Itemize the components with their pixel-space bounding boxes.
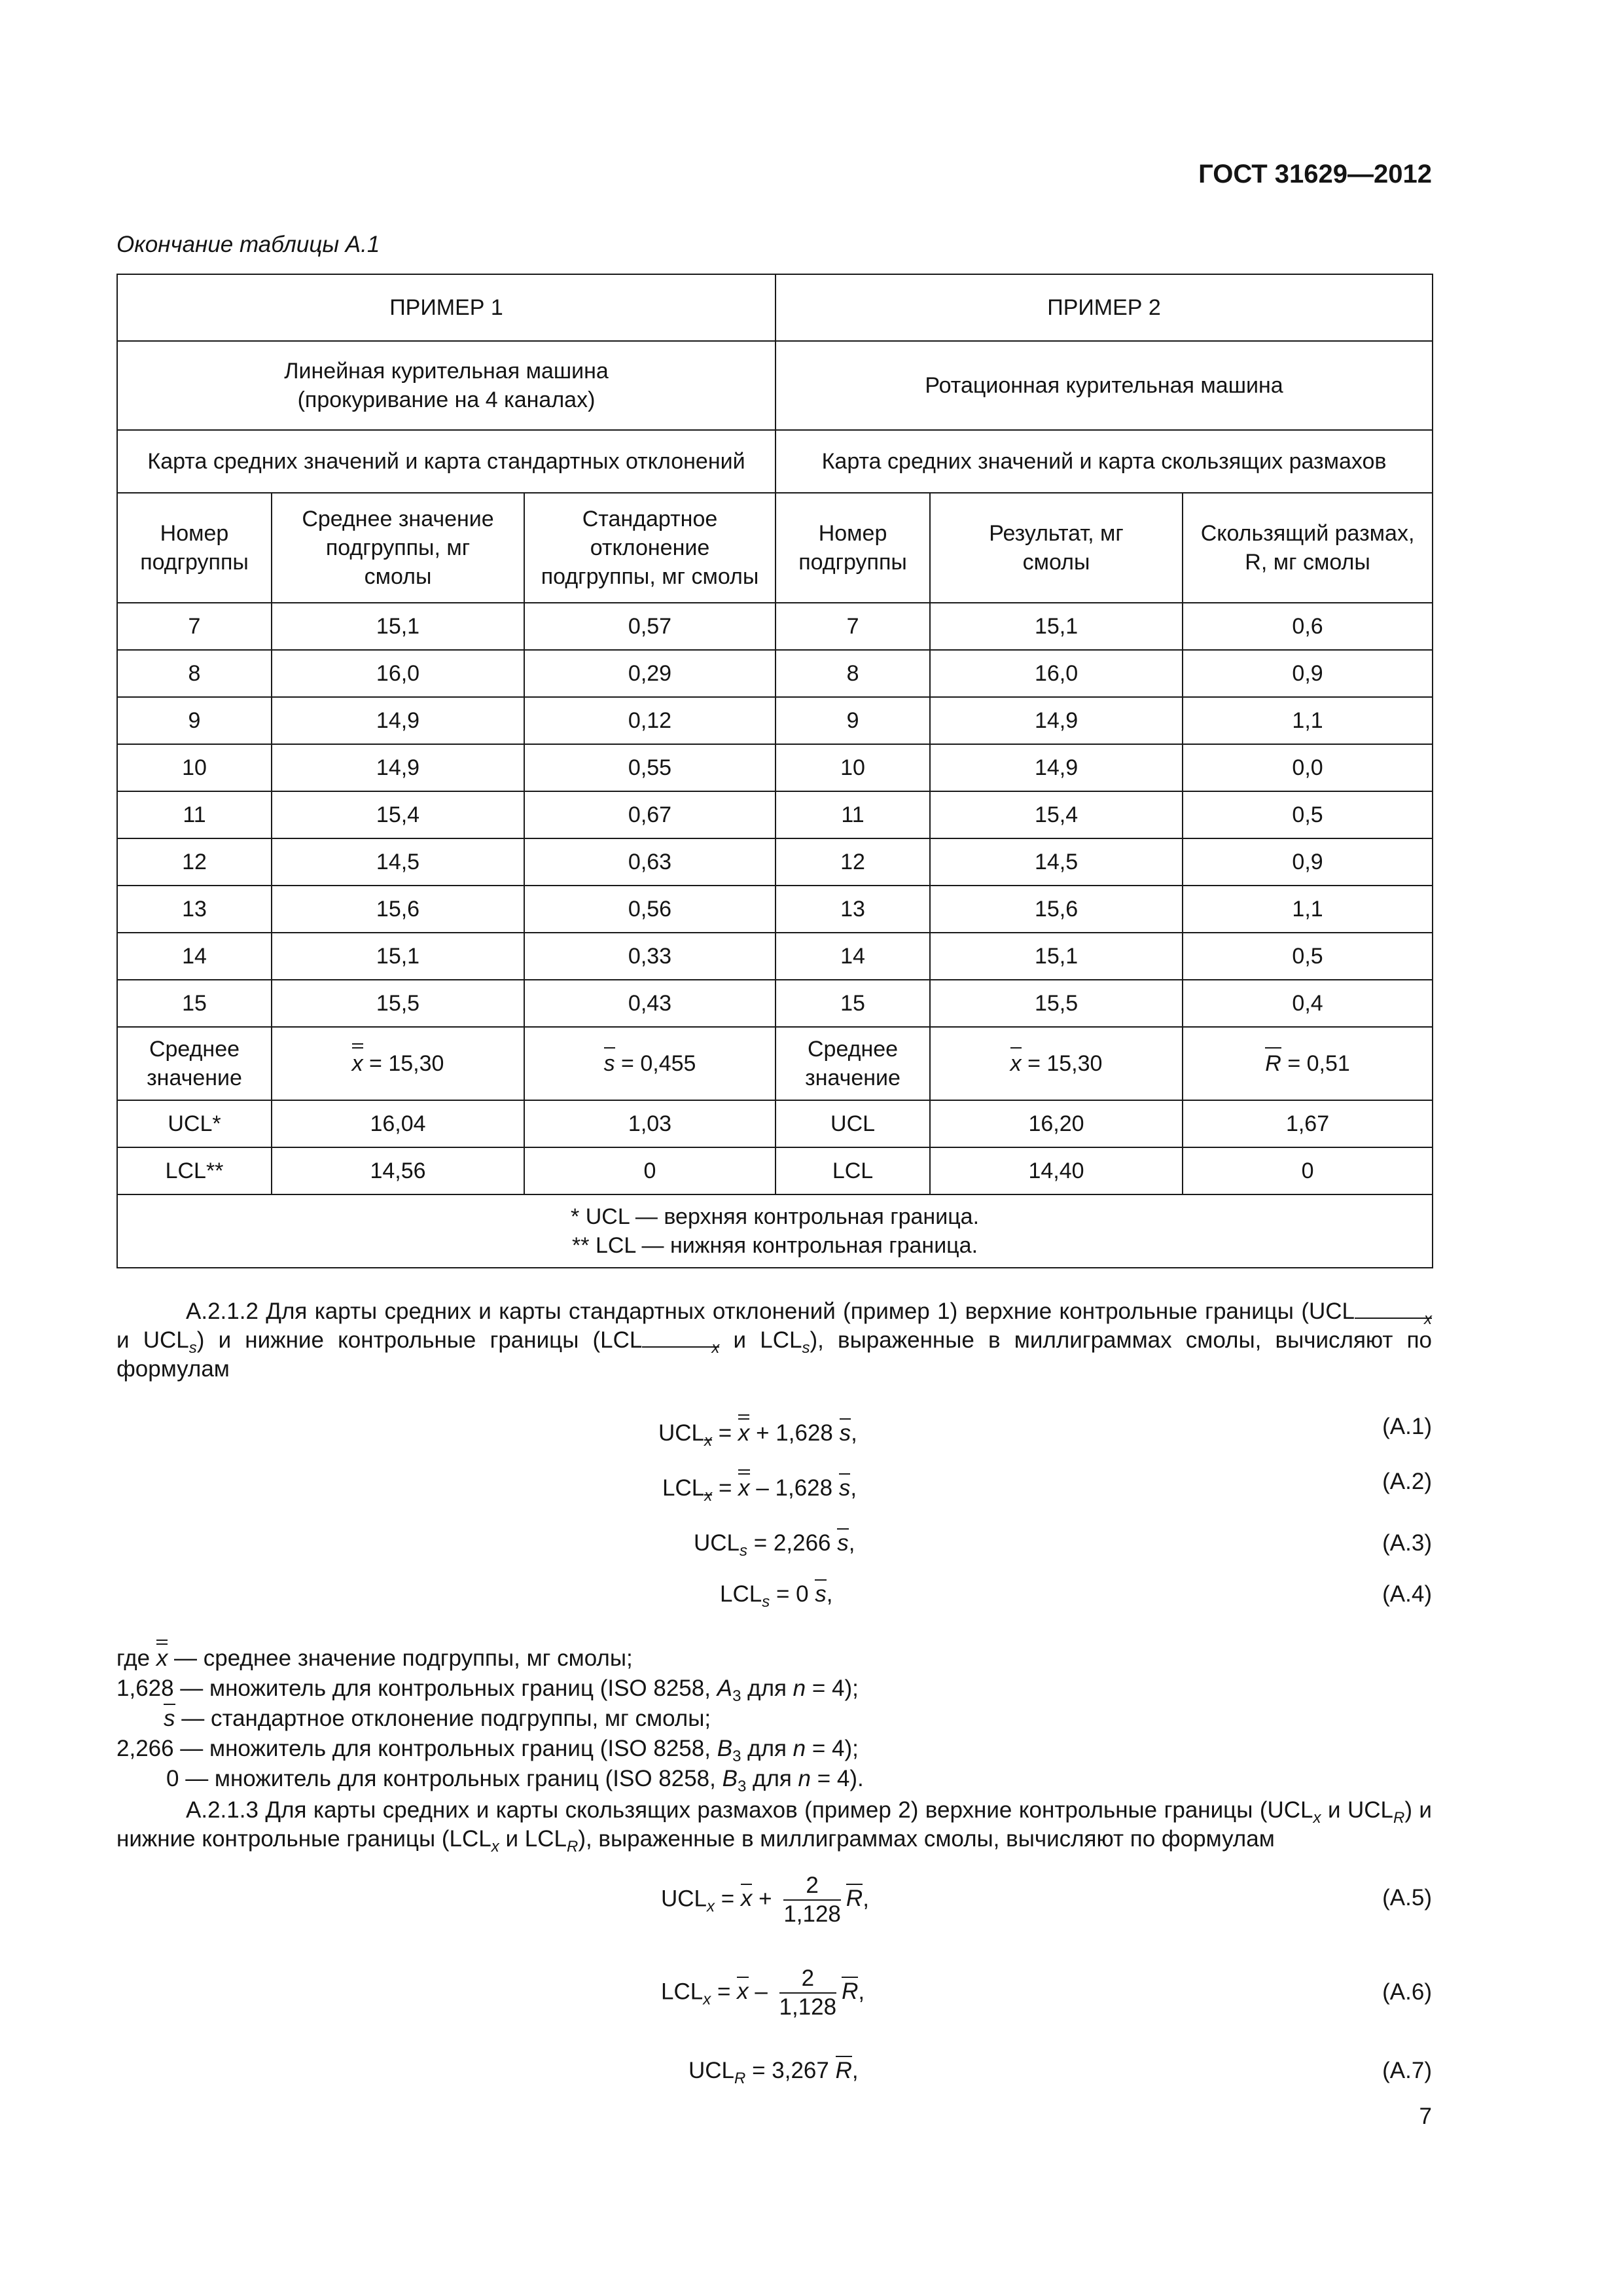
table-cell: 15,6 (272, 886, 524, 933)
table-cell: 0,55 (524, 744, 776, 791)
column-header: Стандартное отклонение подгруппы, мг смолы (524, 493, 776, 603)
ucl-row (117, 1100, 1433, 1147)
table-cell: 10 (117, 744, 272, 791)
table-cell: 1,03 (524, 1100, 776, 1147)
table-cell: 16,04 (272, 1100, 524, 1147)
table-cell: 9 (776, 697, 930, 744)
column-header: Скользящий размах, R, мг смолы (1183, 493, 1433, 603)
column-header: Номер подгруппы (117, 493, 272, 603)
formula-number: (А.6) (1382, 1979, 1432, 2005)
column-header: Номер подгруппы (776, 493, 930, 603)
table-cell: 16,0 (272, 650, 524, 697)
control-limits-table (116, 274, 1433, 1268)
column-header-row (117, 493, 1433, 603)
formula-a6: $LCL_x = x$ – $\frac{2}{1,128}$ R, (661, 1965, 865, 2020)
table-cell: 0,67 (524, 791, 776, 838)
table-cell: 0,5 (1183, 791, 1433, 838)
table-cell: 11 (776, 791, 930, 838)
notes-row (117, 1194, 1433, 1268)
mean-value: x = 15,30 (930, 1027, 1183, 1100)
table-cell: 15,1 (272, 933, 524, 980)
table-cell: 15,1 (930, 933, 1183, 980)
formula-number: (А.3) (1382, 1530, 1432, 1556)
table-cell: 15,5 (272, 980, 524, 1027)
formula-a2: $LCL_x = x - 1,628$ s, (662, 1475, 857, 1505)
table-row (117, 650, 1433, 697)
table-cell: LCL** (117, 1147, 272, 1194)
table-cell: 0,9 (1183, 650, 1433, 697)
formula-number: (А.7) (1382, 2058, 1432, 2083)
table-cell: 0,57 (524, 603, 776, 650)
chart2-label: Карта средних значений и карта скользящих размахов (776, 430, 1433, 493)
formula-a1: $UCL_x = x + 1,628$ s, (658, 1420, 857, 1450)
where-line: 0 — множитель для контрольных границ (ISO 8258, $B_3$ для n = 4). (166, 1766, 864, 1795)
where-line: где x — среднее значение подгруппы, мг смолы; (116, 1645, 633, 1671)
footnote-ucl: * UCL — верхняя контрольная граница. (571, 1204, 980, 1229)
paragraph-a213: А.2.1.3 Для карты средних и карты скользящих размахов (пример 2) верхние контрольные границы ($UCL_x$ и $UCL_R$) и нижние контрольные границы ($LCL_x$ и $LCL_R$), выраженные в миллиграммах смолы, вычисляют по формулам (116, 1797, 1432, 1856)
table-cell: 15 (776, 980, 930, 1027)
table-cell: 13 (776, 886, 930, 933)
table-cell: 14,40 (930, 1147, 1183, 1194)
formula-number: (А.1) (1382, 1414, 1432, 1439)
data-rows (117, 603, 1433, 1027)
table-cell: 14,5 (272, 838, 524, 886)
table-cell: 14,5 (930, 838, 1183, 886)
table-cell: 15 (117, 980, 272, 1027)
table-cell: 8 (776, 650, 930, 697)
table-cell: 11 (117, 791, 272, 838)
document-id: ГОСТ 31629—2012 (1198, 160, 1432, 188)
table-cell: 10 (776, 744, 930, 791)
table-cell: 0,43 (524, 980, 776, 1027)
table-cell: 8 (117, 650, 272, 697)
mean-value: x = 15,30 (272, 1027, 524, 1100)
table-cell: 0,9 (1183, 838, 1433, 886)
table-cell: 14,56 (272, 1147, 524, 1194)
table-row (117, 341, 1433, 430)
formula-a4: $LCL_s = 0$ s, (720, 1581, 833, 1611)
table-row (117, 886, 1433, 933)
table-cell: 16,0 (930, 650, 1183, 697)
table-cell: 12 (117, 838, 272, 886)
table-row (117, 838, 1433, 886)
table-cell: 14 (117, 933, 272, 980)
chart1-label: Карта средних значений и карта стандартных отклонений (117, 430, 776, 493)
where-line: 2,266 — множитель для контрольных границ (ISO 8258, $B_3$ для n = 4); (116, 1736, 859, 1765)
machine1-label: Линейная курительная машина (прокуривание на 4 каналах) (117, 341, 776, 430)
table-cell: 9 (117, 697, 272, 744)
table-cell: UCL* (117, 1100, 272, 1147)
table-cell: 13 (117, 886, 272, 933)
table-cell: 12 (776, 838, 930, 886)
mean-value: R = 0,51 (1183, 1027, 1433, 1100)
where-line: s — стандартное отклонение подгруппы, мг смолы; (164, 1706, 711, 1731)
column-header: Среднее значение подгруппы, мг смолы (272, 493, 524, 603)
fraction: $\frac{2}{1,128}$ (783, 1873, 841, 1927)
table-cell: 0 (524, 1147, 776, 1194)
table-cell: 0,12 (524, 697, 776, 744)
table-cell: 15,1 (930, 603, 1183, 650)
table-cell: 1,1 (1183, 697, 1433, 744)
machine2-label: Ротационная курительная машина (776, 341, 1433, 430)
table-cell: 0,33 (524, 933, 776, 980)
table-cell: 14 (776, 933, 930, 980)
table-cell: 0,56 (524, 886, 776, 933)
table-cell: LCL (776, 1147, 930, 1194)
table-cell: UCL (776, 1100, 930, 1147)
table-cell: 15,5 (930, 980, 1183, 1027)
table-cell: 15,1 (272, 603, 524, 650)
table-row (117, 933, 1433, 980)
formula-number: (А.5) (1382, 1885, 1432, 1910)
mean-label: Среднее значение (117, 1027, 272, 1100)
mean-row (117, 1027, 1433, 1100)
formula-a3: $UCL_s = 2,266$ s, (694, 1530, 855, 1560)
paragraph-a212: А.2.1.2 Для карты средних и карты стандартных отклонений (пример 1) верхние контрольные границы (UCL $_x$ и $UCL_s$) и нижние контрольные границы (LCL $_x$ и $LCL_s$), выраженные в миллиграммах смолы, вычисляют по формулам (116, 1299, 1433, 1382)
table-cell: 1,1 (1183, 886, 1433, 933)
column-header: Результат, мг смолы (930, 493, 1183, 603)
table-row (117, 980, 1433, 1027)
table-cell: 15,4 (930, 791, 1183, 838)
table-row (117, 791, 1433, 838)
table-cell: 0,6 (1183, 603, 1433, 650)
table-cell: 1,67 (1183, 1100, 1433, 1147)
table-cell: 0 (1183, 1147, 1433, 1194)
table-cell: 0,63 (524, 838, 776, 886)
table-row (117, 430, 1433, 493)
table-row (117, 274, 1433, 341)
r-bar-symbol: R (1265, 1049, 1281, 1078)
table-cell: 0,4 (1183, 980, 1433, 1027)
table-cell: 16,20 (930, 1100, 1183, 1147)
table-caption: Окончание таблицы А.1 (116, 232, 380, 257)
mean-label: Среднее значение (776, 1027, 930, 1100)
table-cell: 0,29 (524, 650, 776, 697)
table-cell: 7 (117, 603, 272, 650)
formula-a7: $UCL_R = 3,267$ R, (688, 2058, 859, 2087)
table-cell: 15,4 (272, 791, 524, 838)
formula-a5: $UCL_x = x$ + $\frac{2}{1,128}$ R, (661, 1873, 869, 1927)
table-cell: 0,0 (1183, 744, 1433, 791)
s-bar-symbol: s (604, 1049, 615, 1078)
table-cell: 14,9 (272, 744, 524, 791)
table-cell: 0,5 (1183, 933, 1433, 980)
formula-number: (А.4) (1382, 1581, 1432, 1607)
table-cell: 14,9 (930, 697, 1183, 744)
mean-value: s = 0,455 (524, 1027, 776, 1100)
fraction: $\frac{2}{1,128}$ (779, 1965, 837, 2020)
table-row (117, 603, 1433, 650)
table-cell: 7 (776, 603, 930, 650)
formula-number: (А.2) (1382, 1469, 1432, 1494)
table-notes (117, 1194, 1433, 1268)
example1-title: ПРИМЕР 1 (117, 274, 776, 341)
table-row (117, 697, 1433, 744)
table-row (117, 744, 1433, 791)
where-line: 1,628 — множитель для контрольных границ (ISO 8258, $A_3$ для n = 4); (116, 1676, 859, 1705)
footnote-lcl: ** LCL — нижняя контрольная граница. (572, 1233, 978, 1258)
table-cell: 14,9 (272, 697, 524, 744)
lcl-row (117, 1147, 1433, 1194)
table-cell: 15,6 (930, 886, 1183, 933)
page-number: 7 (1419, 2104, 1432, 2129)
example2-title: ПРИМЕР 2 (776, 274, 1433, 341)
x-double-bar-symbol: x (352, 1049, 363, 1078)
table-cell: 14,9 (930, 744, 1183, 791)
x-bar-symbol: x (1010, 1049, 1022, 1078)
